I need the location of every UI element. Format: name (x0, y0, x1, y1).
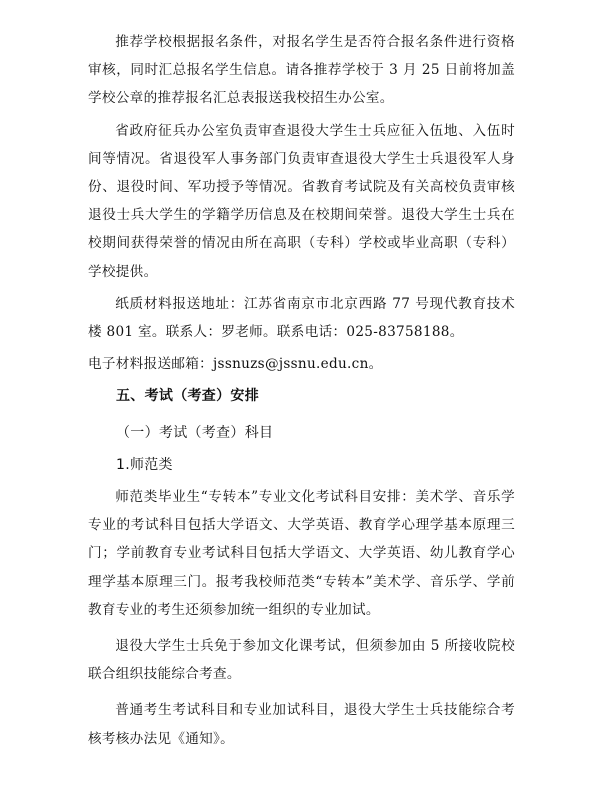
subsection-heading-normal-category: 1.师范类 (116, 456, 173, 473)
paragraph-verification-duties: 省政府征兵办公室负责审查退役大学生士兵应征入伍地、入伍时间等情况。省退役军人事务部门负责审查退役大学生士兵退役军人身份、退役时间、军功授予等情况。省教育考试院及有关高校负责审核退役士兵大学生的学籍学历信息及在校期间荣誉。退役大学生士兵在校期间获得荣誉的情况由所在高职（专科）学校或毕业高职（专科）学校提供。 (88, 122, 515, 280)
paragraph-school-review: 推荐学校根据报名条件，对报名学生是否符合报名条件进行资格审核，同时汇总报名学生信息。请各推荐学校于 3 月 25 日前将加盖学校公章的推荐报名汇总表报送我校招生办公室。 (88, 34, 515, 107)
paragraph-normal-subjects: 师范类毕业生“专转本”专业文化考试科目安排：美术学、音乐学专业的考试科目包括大学语文、大学英语、教育学心理学基本原理三门；学前教育专业考试科目包括大学语文、大学英语、幼儿教育学心理学基本原理三门。报考我校师范类“专转本”美术学、音乐学、学前教育专业的考生还须参加统一组织的专业加试。 (88, 489, 515, 618)
paragraph-email-address: 电子材料报送邮箱：jssnuzs@jssnu.edu.cn。 (88, 356, 383, 373)
paragraph-exam-methods-notice: 普通考生考试科目和专业加试科目，退役大学生士兵技能综合考核考核办法见《通知》。 (88, 702, 515, 747)
paragraph-paper-materials-address: 纸质材料报送地址：江苏省南京市北京西路 77 号现代教育技术楼 801 室。联系人：罗老师。联系电话：025-83758188。 (88, 295, 515, 341)
subsection-heading-exam-subjects: （一）考试（考查）科目 (116, 424, 274, 441)
section-heading-exam-arrangement: 五、考试（考查）安排 (116, 388, 259, 405)
paragraph-veteran-exemption: 退役大学生士兵免于参加文化课考试，但须参加由 5 所接收院校联合组织技能综合考查。 (88, 638, 515, 683)
